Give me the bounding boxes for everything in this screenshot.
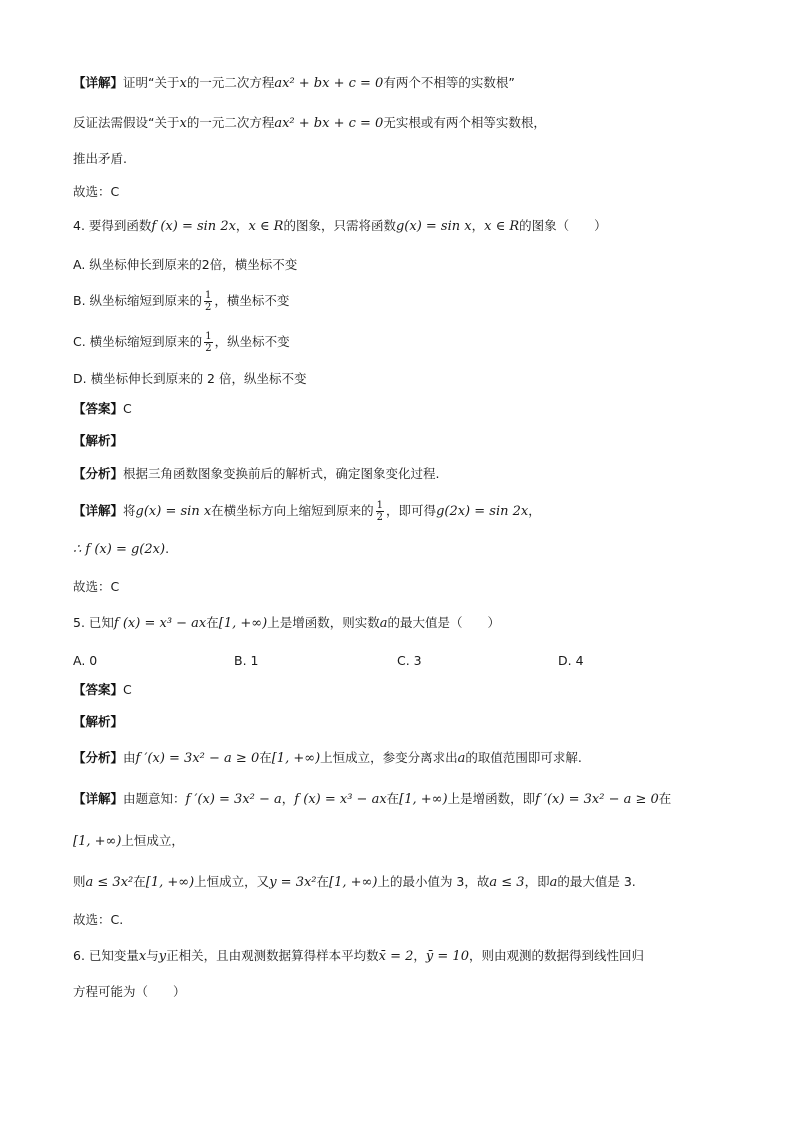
- question-4-detail: 【详解】将g(x) = sin x在横坐标方向上缩短到原来的 $\frac{1}{2}$ ，即可得g(2x) = sin 2x，: [73, 500, 541, 523]
- question-5-analysis-heading: 【解析】: [73, 714, 124, 729]
- detail-tag: 【详解】: [73, 75, 124, 90]
- question-4-option-a: A. 纵坐标伸长到原来的2倍，横坐标不变: [73, 257, 298, 272]
- question-5-option-b: B. 1: [234, 653, 259, 668]
- question-5-answer: 【答案】C: [73, 682, 132, 697]
- fraction: $\frac{1}{2}$: [205, 331, 212, 354]
- question-5-detail: 【详解】由题意知：f ′(x) = 3x² − a，f (x) = x³ − ax在[1, +∞)上是增函数，即f ′(x) = 3x² − a ≥ 0在: [73, 791, 672, 807]
- answer-choice-line: 故选：C: [73, 579, 120, 594]
- quadratic-equation: ax² + bx + c = 0: [274, 116, 384, 131]
- question-5-conclusion: 则a ≤ 3x²在[1, +∞)上恒成立，又y = 3x²在[1, +∞)上的最小值为 3，故a ≤ 3，即a的最大值是 3.: [73, 874, 636, 890]
- question-4-option-d: D. 横坐标伸长到原来的 2 倍，纵坐标不变: [73, 371, 307, 386]
- question-5-detail-cont: [1, +∞)上恒成立，: [73, 833, 184, 849]
- question-4-answer: 【答案】C: [73, 401, 132, 416]
- question-4-option-c: C. 横坐标缩短到原来的 $\frac{1}{2}$ ，纵坐标不变: [73, 331, 290, 354]
- question-5-stem: 5. 已知f (x) = x³ − ax在[1, +∞)上是增函数，则实数a的最大值是（ ）: [73, 615, 500, 631]
- line-conclusion: 推出矛盾.: [73, 151, 127, 166]
- question-5-option-d: D. 4: [558, 653, 584, 668]
- answer-choice-line: 故选：C: [73, 184, 120, 199]
- line-detail-proof: 【详解】证明“关于x的一元二次方程ax² + bx + c = 0有两个不相等的实数根”: [73, 75, 515, 91]
- answer-choice-line: 故选：C.: [73, 912, 124, 927]
- question-5-option-a: A. 0: [73, 653, 98, 668]
- question-4-therefore: ∴ f (x) = g(2x).: [73, 541, 170, 557]
- question-5-option-c: C. 3: [397, 653, 422, 668]
- fraction: $\frac{1}{2}$: [205, 290, 212, 313]
- question-4-analysis: 【分析】根据三角函数图象变换前后的解析式，确定图象变化过程.: [73, 466, 440, 481]
- question-4-stem: 4. 要得到函数f (x) = sin 2x，x ∈ R的图象，只需将函数g(x) = sin x，x ∈ R的图象（ ）: [73, 218, 607, 234]
- quadratic-equation: ax² + bx + c = 0: [274, 76, 384, 91]
- line-contradiction-assumption: 反证法需假设“关于x的一元二次方程ax² + bx + c = 0无实根或有两个相等实数根，: [73, 115, 546, 131]
- question-6-stem: 6. 已知变量x与y正相关，且由观测数据算得样本平均数x̄ = 2，ȳ = 10，则由观测的数据得到线性回归: [73, 948, 644, 964]
- question-6-stem-cont: 方程可能为（ ）: [73, 984, 186, 999]
- question-5-analysis: 【分析】由f ′(x) = 3x² − a ≥ 0在[1, +∞)上恒成立，参变分离求出a的取值范围即可求解.: [73, 750, 582, 766]
- question-4-analysis-heading: 【解析】: [73, 433, 124, 448]
- fraction: $\frac{1}{2}$: [376, 500, 384, 523]
- question-4-option-b: B. 纵坐标缩短到原来的 $\frac{1}{2}$ ，横坐标不变: [73, 290, 290, 313]
